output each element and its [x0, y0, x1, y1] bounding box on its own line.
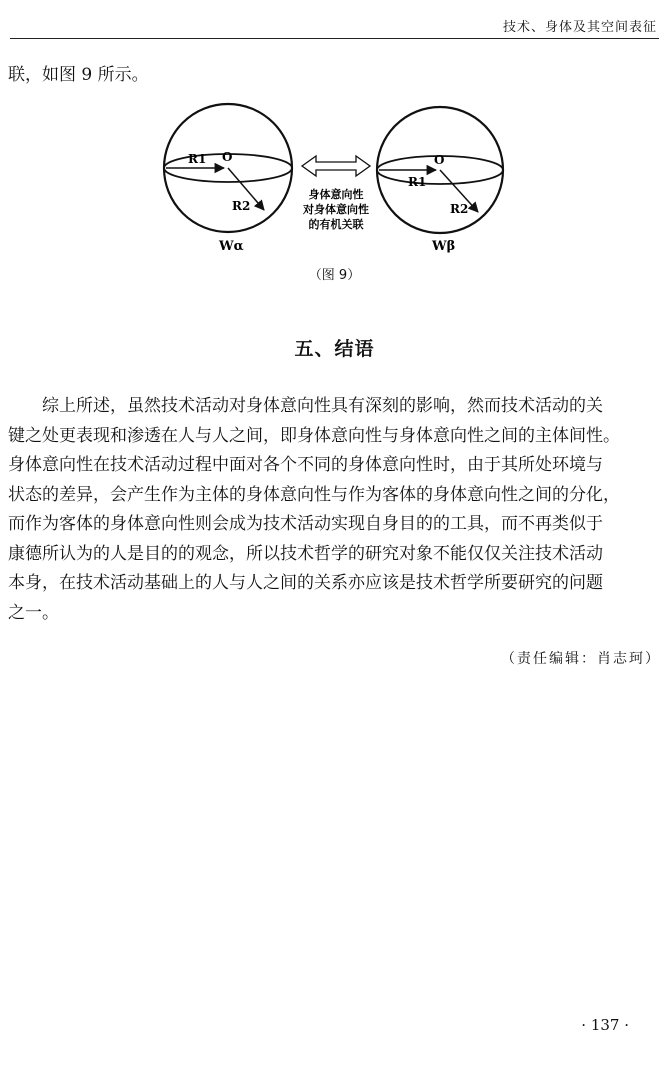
- figure-caption: （图 9）: [308, 268, 361, 283]
- paragraph-line: 键之处更表现和渗透在人与人之间，即身体意向性与身体意向性之间的主体间性。: [8, 425, 620, 446]
- right-sphere-label: Wβ: [432, 239, 456, 254]
- paragraph-line: 综上所述，虽然技术活动对身体意向性具有深刻的影响，然而技术活动的关: [8, 396, 603, 416]
- right-sphere: [377, 107, 503, 254]
- responsible-editor-note: （责任编辑：肖志珂）: [501, 651, 661, 667]
- left-sphere: [164, 104, 292, 254]
- left-center-label: O: [222, 150, 233, 164]
- right-center-label: O: [434, 153, 445, 167]
- paragraph-line: 本身，在技术活动基础上的人与人之间的关系亦应该是技术哲学所要研究的问题: [8, 573, 603, 593]
- paragraph-line: 康德所认为的人是目的的观念，所以技术哲学的研究对象不能仅仅关注技术活动: [8, 543, 603, 564]
- figure-9: [0, 90, 669, 290]
- section-title: 五、结语: [294, 338, 375, 360]
- figure-9-diagram: [0, 90, 669, 290]
- left-r2-label: R2: [232, 199, 251, 213]
- lead-text: 联，如图 9 所示。: [8, 65, 149, 85]
- left-r1-label: R1: [188, 152, 207, 166]
- arrow-text-line-1: 身体意向性: [308, 188, 364, 201]
- paragraph-line: 之一。: [8, 602, 59, 623]
- right-r1-label: R1: [408, 175, 427, 189]
- right-r2-label: R2: [450, 202, 469, 216]
- running-header: [10, 8, 659, 39]
- paragraph-line: 而作为客体的身体意向性则会成为技术活动实现自身目的的工具，而不再类似于: [8, 514, 603, 534]
- paragraph-line: 状态的差异，会产生作为主体的身体意向性与作为客体的身体意向性之间的分化，: [8, 484, 620, 505]
- paragraph-line: 身体意向性在技术活动过程中面对各个不同的身体意向性时，由于其所处环境与: [8, 455, 603, 475]
- conclusion-paragraph: [8, 392, 663, 628]
- page-number: · 137 ·: [581, 1016, 629, 1034]
- double-arrow-icon: [302, 156, 370, 176]
- running-header-title: 技术、身体及其空间表征: [502, 20, 657, 35]
- left-sphere-label: Wα: [219, 239, 244, 254]
- arrow-text-line-3: 的有机关联: [308, 218, 364, 231]
- arrow-text-line-2: 对身体意向性: [303, 203, 369, 216]
